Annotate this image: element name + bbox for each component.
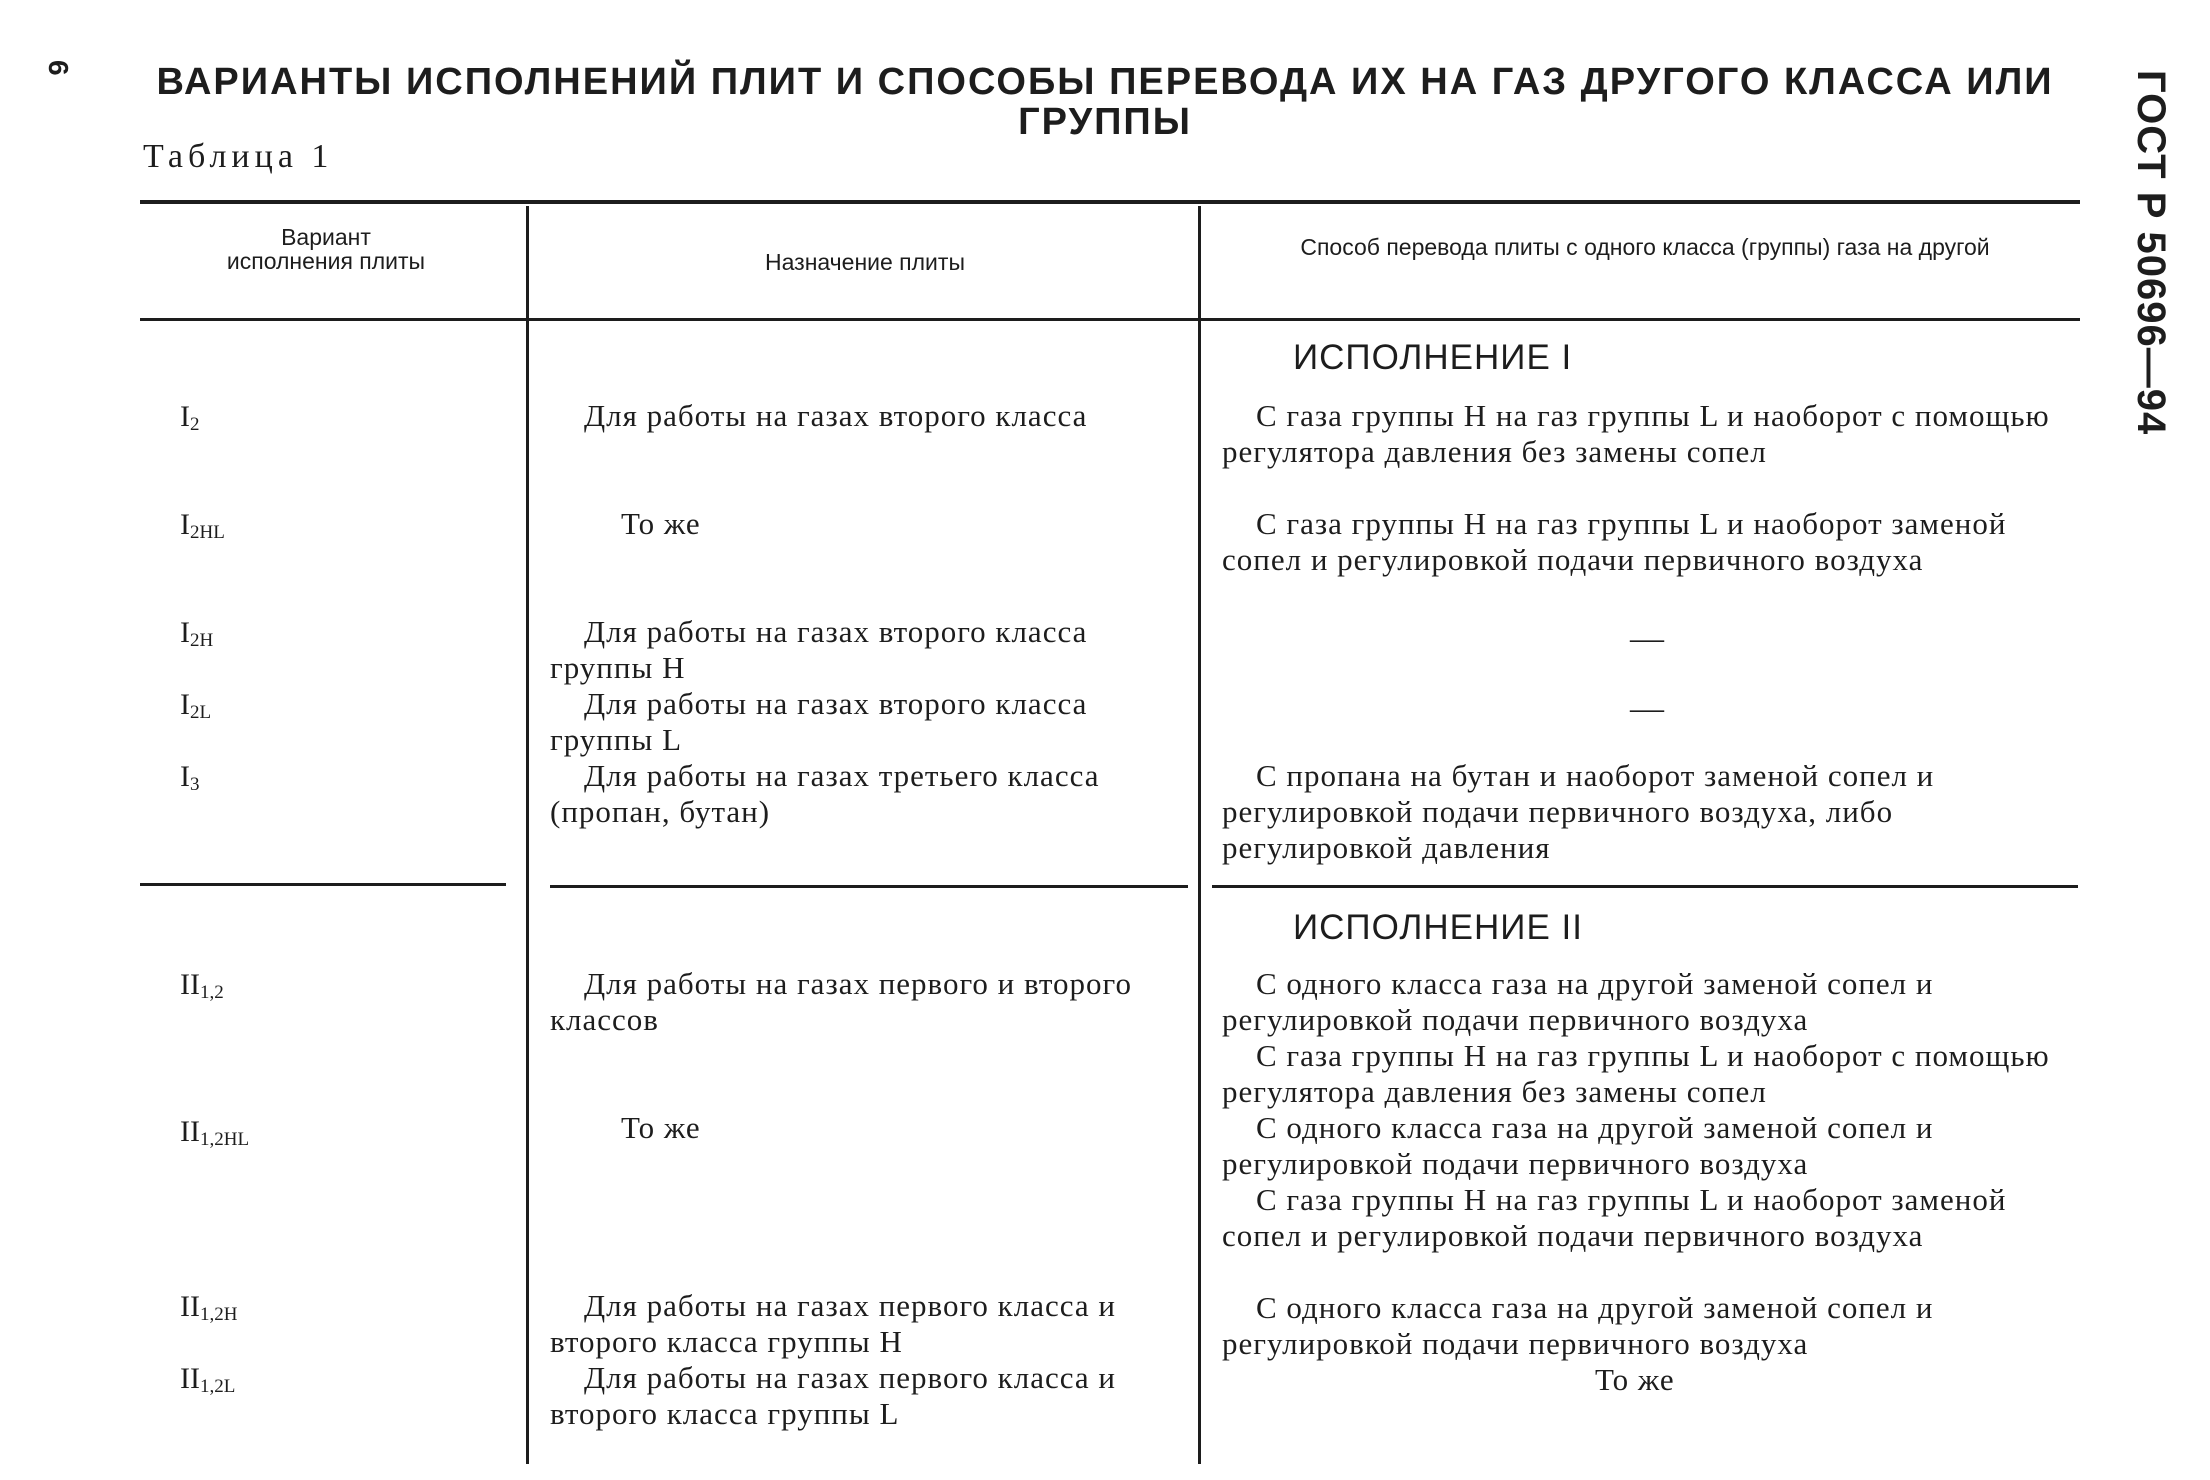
column-header-method: Способ перевода плиты с одного класса (группы) газа на другой (1300, 234, 1990, 260)
section-heading: ИСПОЛНЕНИЕ I (1293, 338, 1573, 377)
conversion-method: С газа группы H на газ группы L и наоборот с помощью регулятора давления без замены сопел (1222, 398, 2050, 469)
page-title: ВАРИАНТЫ ИСПОЛНЕНИЙ ПЛИТ И СПОСОБЫ ПЕРЕВОДА ИХ НА ГАЗ ДРУГОГО КЛАССА ИЛИ ГРУППЫ (156, 61, 2054, 143)
conversion-method: С одного класса газа на другой заменой сопел и регулировкой подачи первичного воздуха (1222, 1290, 1934, 1361)
conversion-method: — (1630, 690, 1664, 727)
table-caption: Таблица 1 (143, 138, 334, 175)
page-number: 6 (43, 60, 74, 76)
section-divider-c (1212, 885, 2078, 888)
plate-purpose: Для работы на газах первого и второго классов (550, 966, 1132, 1037)
conversion-method: То же (1595, 1362, 1675, 1397)
section-divider-a (140, 883, 506, 886)
conversion-method: С одного класса газа на другой заменой сопел и регулировкой подачи первичного воздуха (1222, 1110, 1934, 1181)
column-header-variant: Вариант исполнения плиты (226, 224, 426, 274)
side-document-code: ГОСТ Р 50696—94 (2129, 70, 2173, 436)
section-heading: ИСПОЛНЕНИЕ II (1293, 908, 1583, 947)
variant-code: $I_{2HL}$ (180, 508, 225, 543)
variant-code: $I_{2H}$ (180, 616, 214, 651)
section-divider-b (550, 885, 1188, 888)
variant-code: $II_{1,2}$ (180, 968, 224, 1003)
table-top-rule (140, 200, 2080, 204)
variant-code: $I_3$ (180, 760, 200, 795)
plate-purpose: Для работы на газах первого класса и второго класса группы H (550, 1288, 1116, 1359)
plate-purpose: То же (621, 1110, 701, 1145)
plate-purpose: Для работы на газах второго класса (584, 398, 1088, 433)
plate-purpose: Для работы на газах третьего класса (пропан, бутан) (550, 758, 1100, 829)
conversion-method: С одного класса газа на другой заменой сопел и регулировкой подачи первичного воздуха (1222, 966, 1934, 1037)
variant-code: $II_{1,2H}$ (180, 1290, 238, 1325)
variant-code: $I_2$ (180, 400, 200, 435)
header-bottom-rule (140, 318, 2080, 321)
conversion-method: С газа группы H на газ группы L и наоборот заменой сопел и регулировкой подачи первичного воздуха (1222, 506, 2007, 577)
variant-code: $I_{2L}$ (180, 688, 212, 723)
conversion-method: С газа группы H на газ группы L и наоборот с помощью регулятора давления без замены сопел (1222, 1038, 2050, 1109)
variant-code: $II_{1,2HL}$ (180, 1115, 250, 1150)
variant-code: $II_{1,2L}$ (180, 1362, 236, 1397)
column-divider-1 (526, 206, 529, 1464)
plate-purpose: То же (621, 506, 701, 541)
conversion-method: — (1630, 620, 1664, 657)
column-header-purpose: Назначение плиты (765, 249, 965, 275)
plate-purpose: Для работы на газах второго класса группы H (550, 614, 1088, 685)
column-divider-2 (1198, 206, 1201, 1464)
conversion-method: С газа группы H на газ группы L и наоборот заменой сопел и регулировкой подачи первичного воздуха (1222, 1182, 2007, 1253)
conversion-method: С пропана на бутан и наоборот заменой сопел и регулировкой подачи первичного воздуха, либо регулировкой давления (1222, 758, 1935, 865)
plate-purpose: Для работы на газах второго класса группы L (550, 686, 1088, 757)
plate-purpose: Для работы на газах первого класса и второго класса группы L (550, 1360, 1116, 1431)
